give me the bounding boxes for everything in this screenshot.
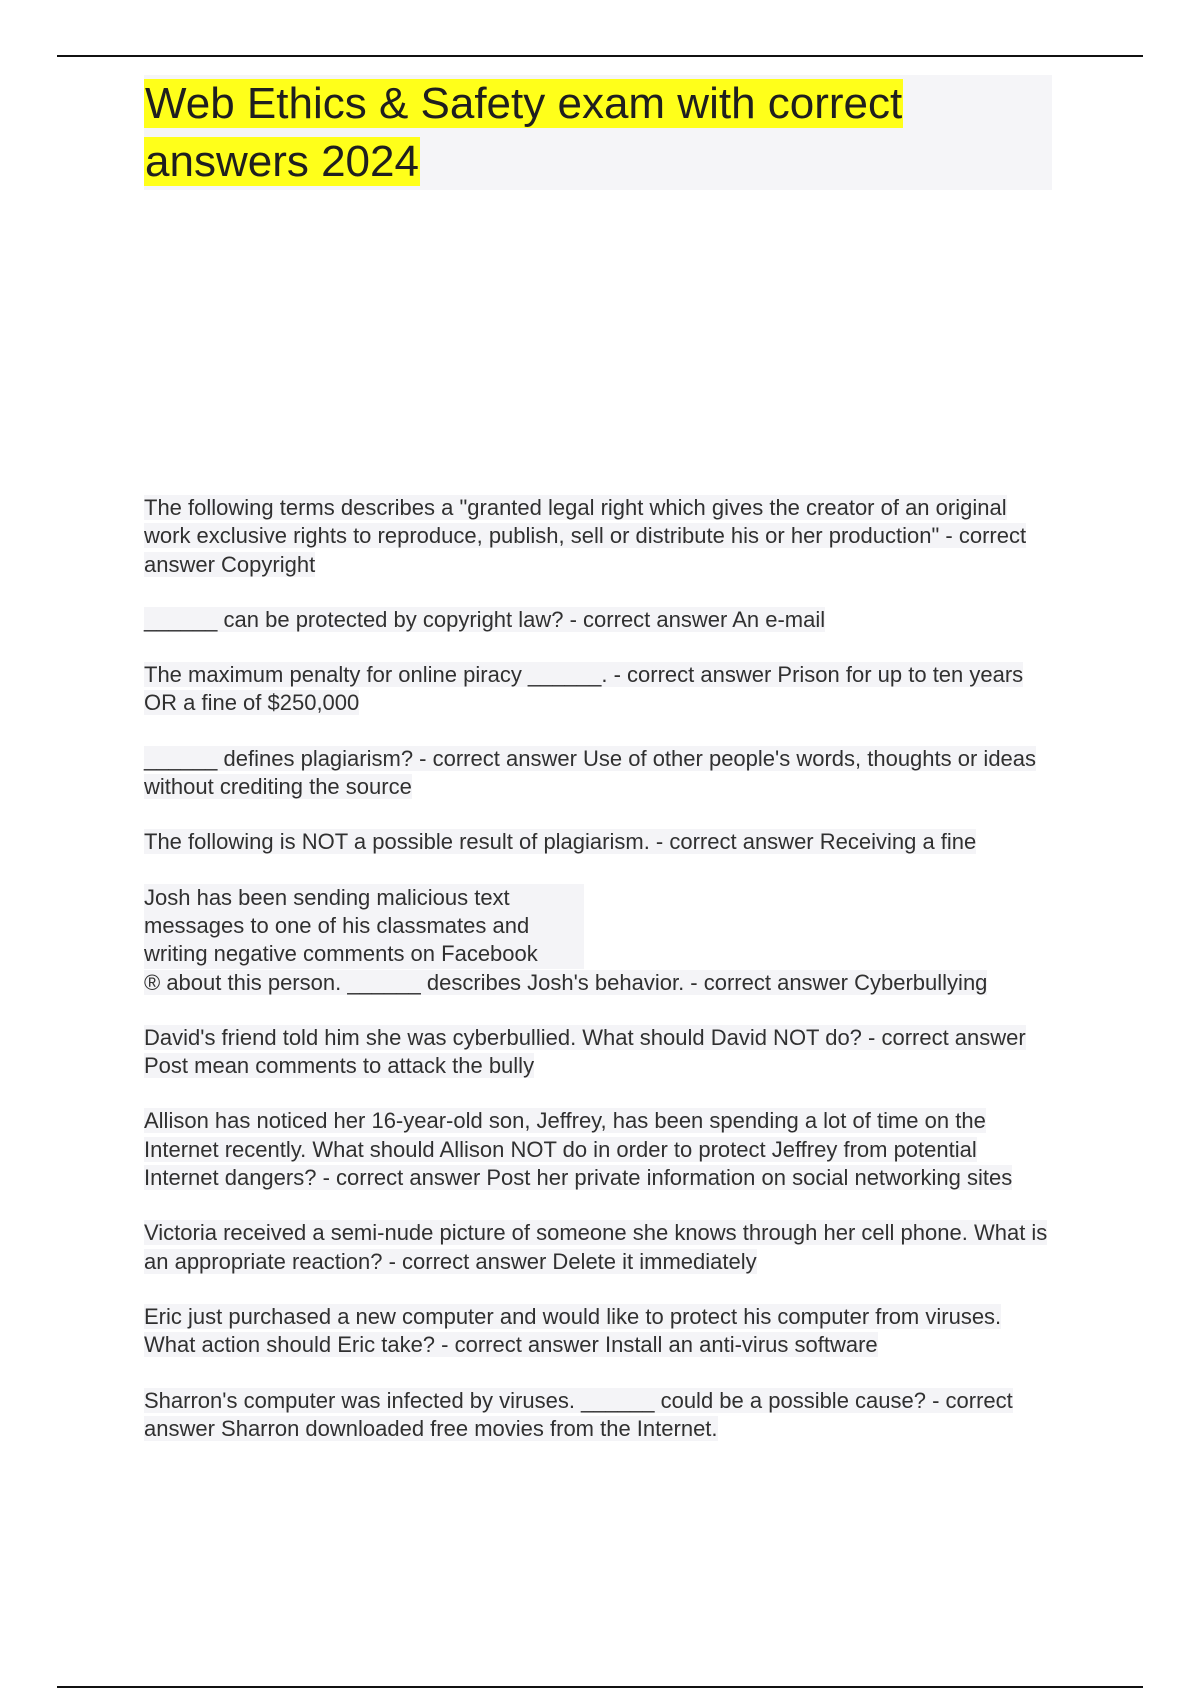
qa-item: Allison has noticed her 16-year-old son, Jeffrey, has been spending a lot of time on the Internet recently. What should Allison NOT do in order to protect Jeffrey from potential Internet dangers? - correct answer Post her private information on social networking sites xyxy=(144,1108,1013,1191)
qa-item: The maximum penalty for online piracy ______. - correct answer Prison for up to ten years OR a fine of $250,000 xyxy=(144,662,1024,716)
qa-item-answer-part: ® about this person. ______ describes Josh's behavior. - correct answer Cyberbullying xyxy=(144,969,988,995)
qa-item: The following is NOT a possible result of plagiarism. - correct answer Receiving a fine xyxy=(144,829,977,855)
qa-item: ______ defines plagiarism? - correct answer Use of other people's words, thoughts or ideas without crediting the source xyxy=(144,745,1037,800)
qa-item: Victoria received a semi-nude picture of someone she knows through her cell phone. What is an appropriate reaction? - correct answer Delete it immediately xyxy=(144,1220,1048,1274)
question-answer-list xyxy=(144,494,1056,1470)
qa-item: Sharron's computer was infected by viruses. ______ could be a possible cause? - correct answer Sharron downloaded free movies from the Internet. xyxy=(144,1387,1013,1441)
qa-item-question-part: Josh has been sending malicious text messages to one of his classmates and writing negative comments on Facebook xyxy=(144,884,584,969)
qa-item: ______ can be protected by copyright law? - correct answer An e-mail xyxy=(144,606,826,632)
qa-item: The following terms describes a "granted legal right which gives the creator of an original work exclusive rights to reproduce, publish, sell or distribute his or her production" - correct answer Copyright xyxy=(144,495,1027,577)
qa-item xyxy=(144,884,1056,997)
bottom-divider xyxy=(57,1686,1143,1688)
top-divider xyxy=(57,55,1143,57)
qa-item: David's friend told him she was cyberbullied. What should David NOT do? - correct answer Post mean comments to attack the bully xyxy=(144,1024,1026,1079)
qa-item: Eric just purchased a new computer and would like to protect his computer from viruses. What action should Eric take? - correct answer Install an anti-virus software xyxy=(144,1303,1002,1358)
document-title: Web Ethics & Safety exam with correct answers 2024 xyxy=(145,79,903,186)
